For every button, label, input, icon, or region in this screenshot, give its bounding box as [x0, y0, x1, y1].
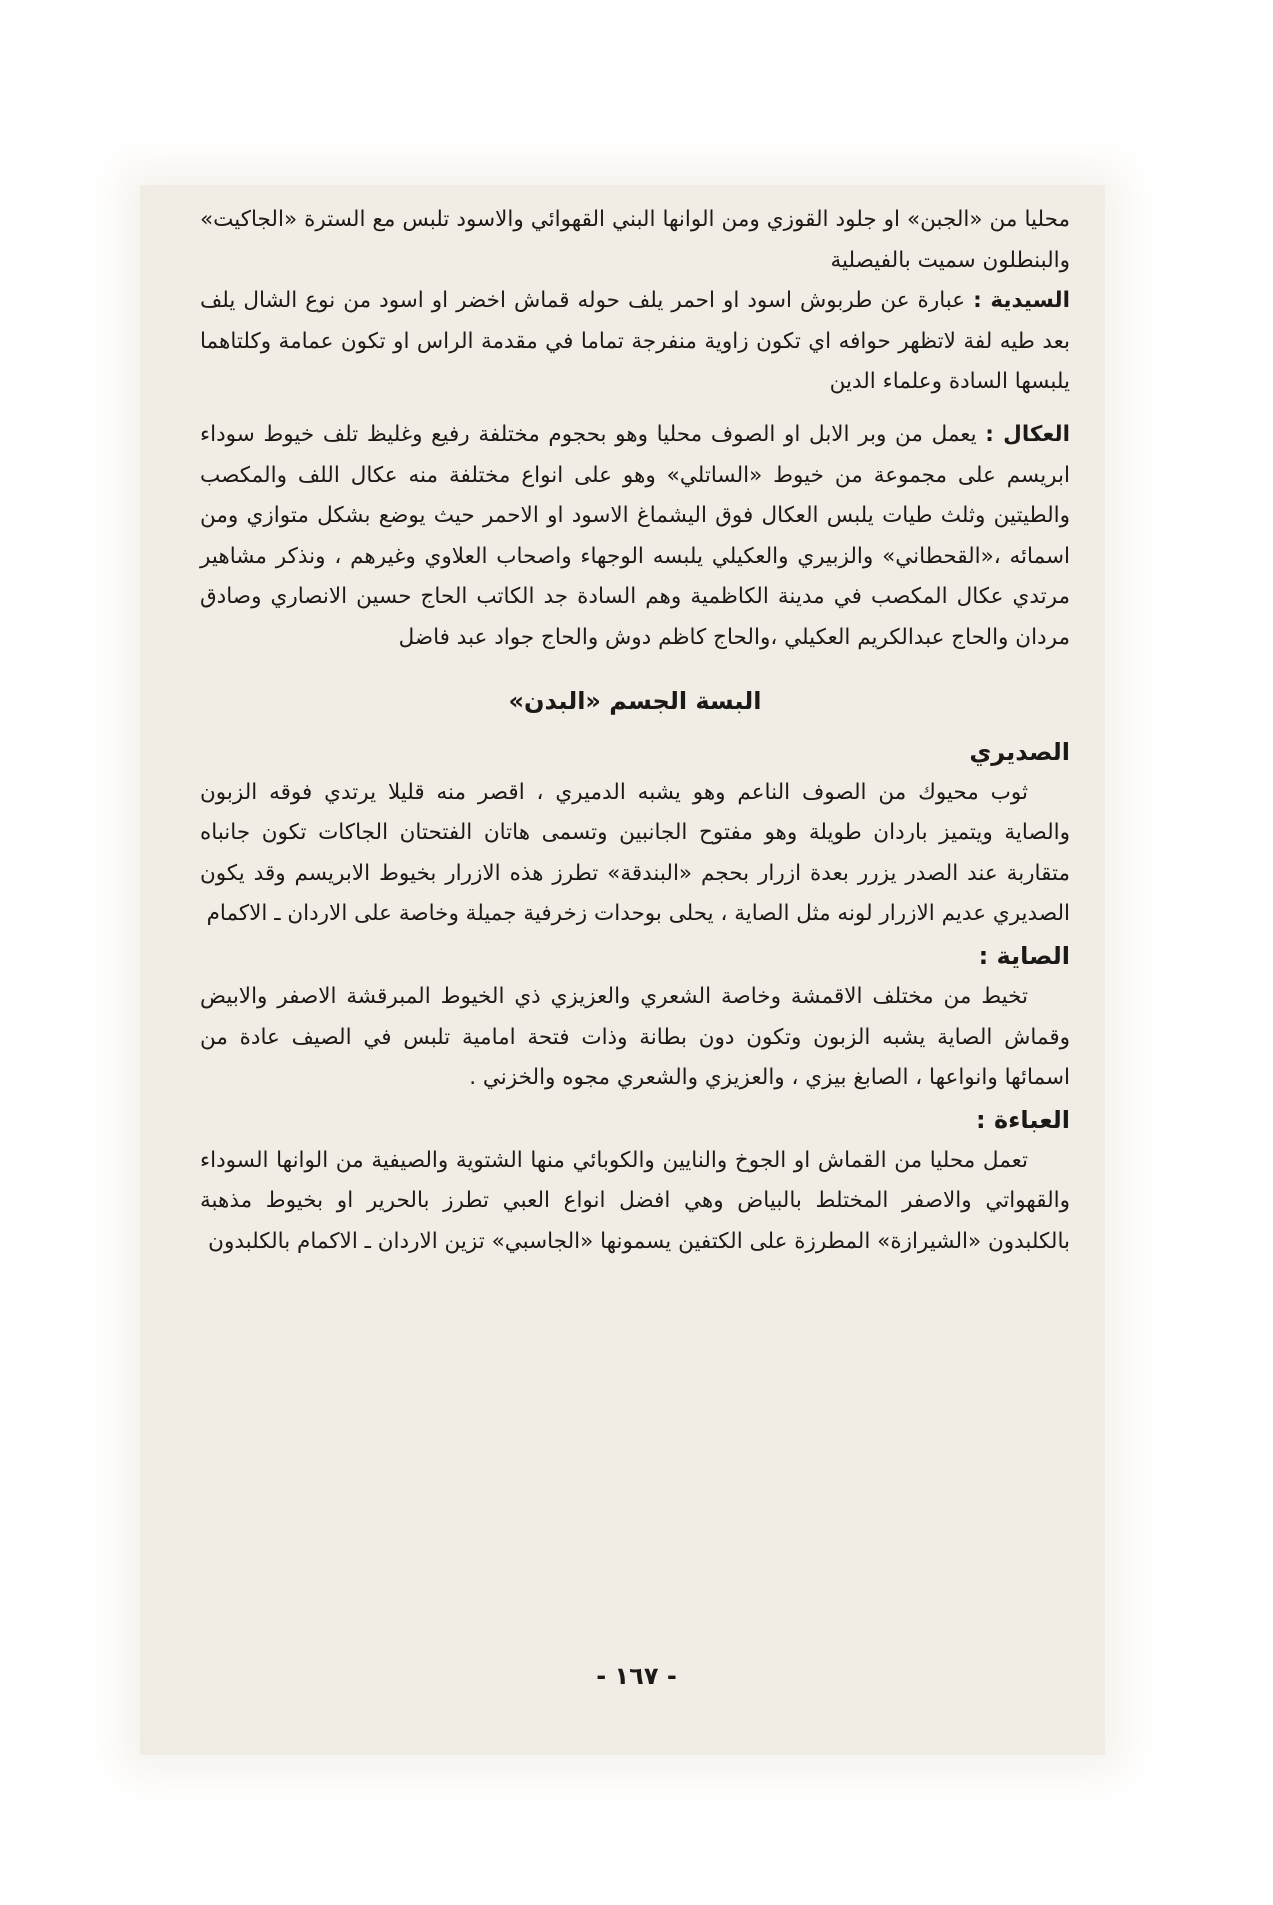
term-heading: السيدية :: [973, 288, 1070, 314]
paragraph-fabric-colors: محليا من «الجبن» او جلود القوزي ومن الوانها البني القهوائي والاسود تلبس مع السترة «الجاكيت» والبنطلون سميت بالفيصلية: [200, 207, 1070, 273]
paragraph-agal: [200, 415, 1070, 659]
term-heading: العكال :: [985, 421, 1070, 447]
text-column: [200, 200, 1070, 1262]
page-number: - ١٦٧ -: [596, 1662, 677, 1690]
section-heading-sidiri: الصديري: [969, 737, 1070, 766]
section-heading-saya: الصاية :: [978, 941, 1070, 970]
term-body: عبارة عن طربوش اسود او احمر يلف حوله قماش اخضر او اسود من نوع الشال يلف بعد طيه لفة لاتظهر حوافه اي تكون زاوية منفرجة تماما في مقدمة الراس او تكون عمامة وكلتاهما يلبسها السادة وعلماء الدين: [200, 288, 1070, 395]
section-body-saya: تخيط من مختلف الاقمشة وخاصة الشعري والعزيزي ذي الخيوط المبرقشة الاصفر والابيض وقماش الصاية يشبه الزبون وتكون دون بطانة وذات فتحة امامية تلبس في الصيف عادة من اسمائها وانواعها ، الصابغ بيزي ، والعزيزي والشعري مجوه والخزني .: [200, 983, 1070, 1091]
paragraph-sayyidiya: [200, 281, 1070, 403]
section-body-abaya: تعمل محليا من القماش او الجوخ والنايين والكوبائي منها الشتوية والصيفية من الوانها السوداء والقهواتي والاصفر المختلط بالبياض وهي افضل انواع العبي تطرز بالحرير او بخيوط مذهبة بالكلبدون «الشيرازة» المطرزة على الكتفين يسمونها «الجاسبي» تزين الاردان ـ الاكمام بالكلبدون: [200, 1147, 1070, 1254]
section-title: البسة الجسم «البدن»: [508, 686, 762, 715]
section-body-sidiri: ثوب محيوك من الصوف الناعم وهو يشبه الدميري ، اقصر منه قليلا يرتدي فوقه الزبون والصاية ويتميز باردان طويلة وهو مفتوح الجانبين وتسمى هاتان الفتحتان الجاكات تكون جانباه متقاربة عند الصدر يزرر بعدة ازرار بحجم «البندقة» تطرز هذه الازرار بخيوط الابريسم وقد يكون الصديري عديم الازرار لونه مثل الصاية ، يحلى بوحدات زخرفية جميلة وخاصة على الاردان ـ الاكمام: [200, 779, 1070, 927]
section-heading-abaya: العباءة :: [976, 1105, 1070, 1134]
term-body: يعمل من وبر الابل او الصوف محليا وهو بحجوم مختلفة رفيع وغليظ تلف خيوط سوداء ابريسم على مجموعة من خيوط «الساتلي» وهو على انواع مختلفة منه عكال اللف والمكصب والطيتين وثلث طيات يلبس العكال فوق اليشماغ الاسود او الاحمر حيث يوضع بشكل متوازي ومن اسمائه ،«القحطاني» والزبيري والعكيلي يلبسه الوجهاء واصحاب العلاوي وغيرهم ، ونذكر مشاهير مرتدي عكال المكصب في مدينة الكاظمية وهم السادة جد الكاتب الحاج حسين الانصاري وصادق مردان والحاج عبدالكريم العكيلي ،والحاج كاظم دوش والحاج جواد عبد فاضل: [200, 421, 1070, 650]
